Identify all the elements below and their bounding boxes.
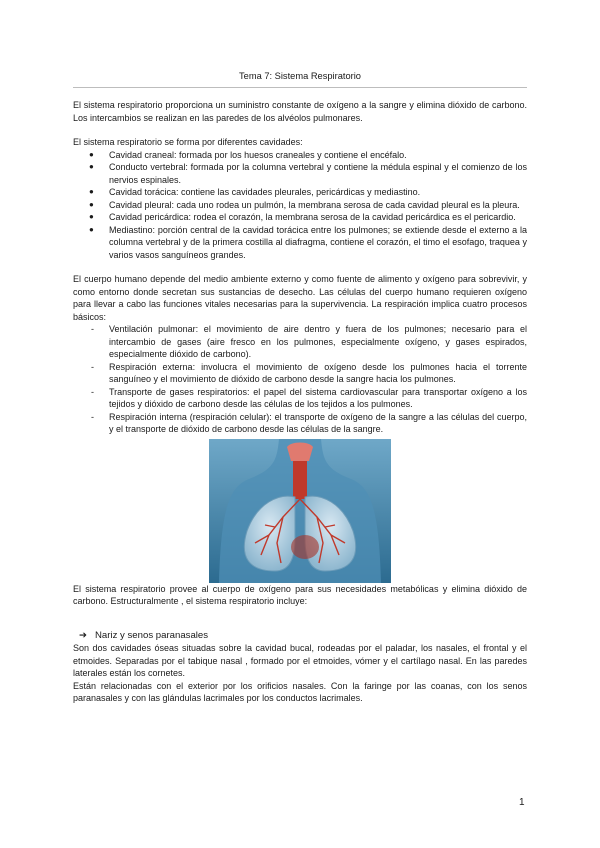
dash-icon: - bbox=[91, 386, 94, 397]
provides-paragraph: El sistema respiratorio provee al cuerpo de oxígeno para sus necesidades metabólicas y elimina dióxido de carbono. Estructuralmente , el sistema respiratorio incluye: bbox=[73, 583, 527, 606]
bullet-icon: ● bbox=[89, 224, 94, 234]
nose-paragraph-1: Son dos cavidades óseas situadas sobre la cavidad bucal, rodeadas por el paladar, los nasales, el frontal y el etmoides. Separadas por el tabique nasal , formado por el etmoides, vómer y el cartílago nasal. En las paredes laterales están los cornetes. bbox=[73, 643, 527, 678]
dash-icon: - bbox=[91, 324, 94, 334]
body-paragraph: El cuerpo humano depende del medio ambiente externo y como fuente de alimento y oxígeno para sobrevivir, y como entorno donde secretan sus sustancias de desecho. Las células del cuerpo humano requieren oxígeno para llevar a cabo las funciones vitales necesarias para la supervivencia. La respiración implica cuatro procesos básicos: bbox=[73, 274, 527, 322]
larynx bbox=[287, 442, 313, 461]
nose-paragraph-2: Están relacionadas con el exterior por los orificios nasales. Con la faringe por las coanas, con los senos paranasales y con las glándulas lacrimales por los conductos lacrimales. bbox=[73, 680, 527, 703]
bullet-icon: ● bbox=[89, 212, 94, 221]
list-item: - Transporte de gases respiratorios: el papel del sistema cardiovascular para transportar oxígeno a los tejidos y dióxido de carbono desde las células de los tejidos a los pulmones. bbox=[91, 386, 527, 409]
list-item: - Ventilación pulmonar: el movimiento de aire dentro y fuera de los pulmones; necesario para el intercambio de gases (aire fresco en los pulmones, especialmente oxígeno, y gases espirados, especialmente dióxido de carbono). bbox=[91, 324, 527, 359]
list-item: ● Cavidad torácica: contiene las cavidades pleurales, pericárdicas y mediastino. bbox=[89, 187, 421, 197]
list-item: ● Cavidad pleural: cada uno rodea un pulmón, la membrana serosa de cada cavidad pleural es la pleura. bbox=[89, 199, 520, 210]
processes-list bbox=[73, 323, 527, 436]
bullet-icon: ● bbox=[89, 149, 94, 159]
list-item: ● Cavidad pericárdica: rodea el corazón, la membrana serosa de la cavidad pericárdica es el pericardio. bbox=[89, 212, 516, 222]
bullet-icon: ● bbox=[89, 187, 94, 196]
bullet-icon: ● bbox=[89, 199, 94, 209]
list-item: - Respiración externa: involucra el movimiento de oxígeno desde los pulmones hacia el torrente sanguíneo y el movimiento de dióxido de carbono desde la sangre hacia los pulmones. bbox=[91, 361, 527, 384]
page-title: Tema 7: Sistema Respiratorio bbox=[239, 71, 361, 81]
document-body bbox=[73, 99, 527, 705]
cavities-list bbox=[73, 149, 527, 262]
dash-icon: - bbox=[91, 361, 94, 372]
arrow-icon: ➔ bbox=[79, 629, 88, 641]
header-divider bbox=[73, 87, 527, 88]
dash-icon: - bbox=[91, 411, 94, 422]
lungs-illustration bbox=[209, 439, 391, 583]
list-item: ● Mediastino: porción central de la cavidad torácica entre los pulmones; se extiende desde el externo a la columna vertebral y de la primera costilla al diafragma, contiene el corazón, el timo el esofago, traquea y varios vasos sanguíneos grandes. bbox=[89, 224, 527, 260]
section-heading: ➔ Nariz y senos paranasales bbox=[79, 629, 209, 641]
trachea bbox=[293, 459, 307, 499]
cavities-lead: El sistema respiratorio se forma por diferentes cavidades: bbox=[73, 137, 303, 147]
list-item: ● Conducto vertebral: formada por la columna vertebral y contiene la médula espinal y el comienzo de los nervios espinales. bbox=[89, 162, 527, 185]
list-item: - Respiración interna (respiración celular): el transporte de oxígeno de la sangre a las células del cuerpo, y el transporte de dióxido de carbono desde las células de la sangre. bbox=[91, 411, 527, 434]
bullet-icon: ● bbox=[89, 162, 94, 171]
page-number: 1 bbox=[519, 797, 525, 808]
list-item: ● Cavidad craneal: formada por los huesos craneales y contiene el encéfalo. bbox=[89, 149, 407, 160]
intro-paragraph: El sistema respiratorio proporciona un suministro constante de oxígeno a la sangre y elimina dióxido de carbono. Los intercambios se realizan en las paredes de los alvéolos pulmonares. bbox=[73, 100, 527, 123]
heart bbox=[291, 535, 319, 559]
